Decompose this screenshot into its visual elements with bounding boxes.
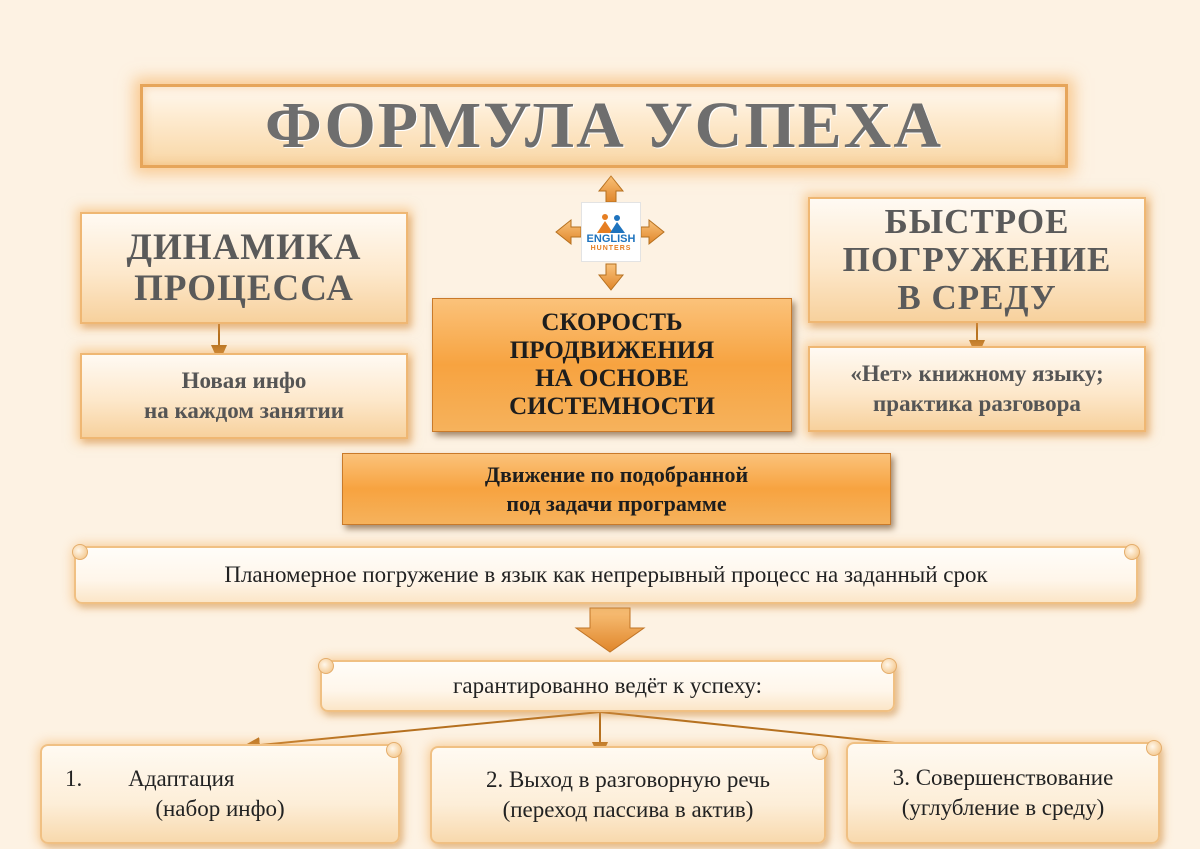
center-heading-line-1: СКОРОСТЬ bbox=[541, 309, 683, 336]
left-detail-box bbox=[80, 353, 408, 439]
left-heading: ДИНАМИКА ПРОЦЕССА bbox=[126, 227, 362, 309]
page-title: ФОРМУЛА УСПЕХА bbox=[264, 89, 944, 162]
scroll-curl bbox=[881, 658, 897, 674]
scroll-curl bbox=[812, 744, 828, 760]
stage-card-3 bbox=[846, 742, 1160, 844]
stage-3-subtitle: (углубление в среду) bbox=[901, 795, 1105, 820]
scroll-curl bbox=[1124, 544, 1140, 560]
stage-2-title: 2. Выход в разговорную речь bbox=[485, 767, 771, 792]
english-hunters-logo bbox=[581, 202, 641, 262]
right-detail-line-1: «Нет» книжному языку; bbox=[850, 361, 1104, 386]
scroll-curl bbox=[386, 742, 402, 758]
left-heading-box bbox=[80, 212, 408, 324]
hunters-figure-icon bbox=[591, 212, 631, 234]
center-heading-line-3: НА ОСНОВЕ bbox=[535, 365, 689, 392]
center-detail-line-1: Движение по подобранной bbox=[484, 462, 749, 487]
logo-word-2: HUNTERS bbox=[590, 244, 632, 252]
logo-word-1: ENGLISH bbox=[586, 232, 636, 245]
left-detail-line-2: на каждом занятии bbox=[144, 398, 344, 423]
result-text: гарантированно ведёт к успеху: bbox=[452, 673, 763, 698]
scroll-curl bbox=[1146, 740, 1162, 756]
center-heading-line-4: СИСТЕМНОСТИ bbox=[509, 393, 715, 420]
big-down-arrow-icon bbox=[576, 608, 644, 652]
right-heading: БЫСТРОЕ ПОГРУЖЕНИЕ В СРЕДУ bbox=[842, 202, 1112, 317]
stage-1-subtitle: (набор инфо) bbox=[155, 796, 285, 821]
right-heading-box bbox=[808, 197, 1146, 323]
left-detail-line-1: Новая инфо bbox=[181, 368, 307, 393]
stage-card-2 bbox=[430, 746, 826, 844]
stage-1-title: 1. Адаптация bbox=[65, 766, 235, 791]
result-scroll bbox=[320, 660, 895, 712]
center-heading-line-2: ПРОДВИЖЕНИЯ bbox=[509, 337, 715, 364]
branch-arrow-1 bbox=[250, 712, 600, 746]
stage-card-1 bbox=[40, 744, 400, 844]
process-scroll bbox=[74, 546, 1138, 604]
scroll-curl bbox=[72, 544, 88, 560]
right-detail-line-2: практика разговора bbox=[873, 391, 1081, 416]
center-heading-box bbox=[432, 298, 792, 432]
scroll-curl bbox=[318, 658, 334, 674]
process-text: Планомерное погружение в язык как непрерывный процесс на заданный срок bbox=[224, 562, 988, 587]
center-detail-box bbox=[342, 453, 891, 525]
stage-3-title: 3. Совершенствование bbox=[892, 765, 1114, 790]
title-banner bbox=[140, 84, 1068, 168]
right-detail-box bbox=[808, 346, 1146, 432]
stage-2-subtitle: (переход пассива в актив) bbox=[502, 797, 754, 822]
center-detail-line-2: под задачи программе bbox=[506, 491, 727, 516]
